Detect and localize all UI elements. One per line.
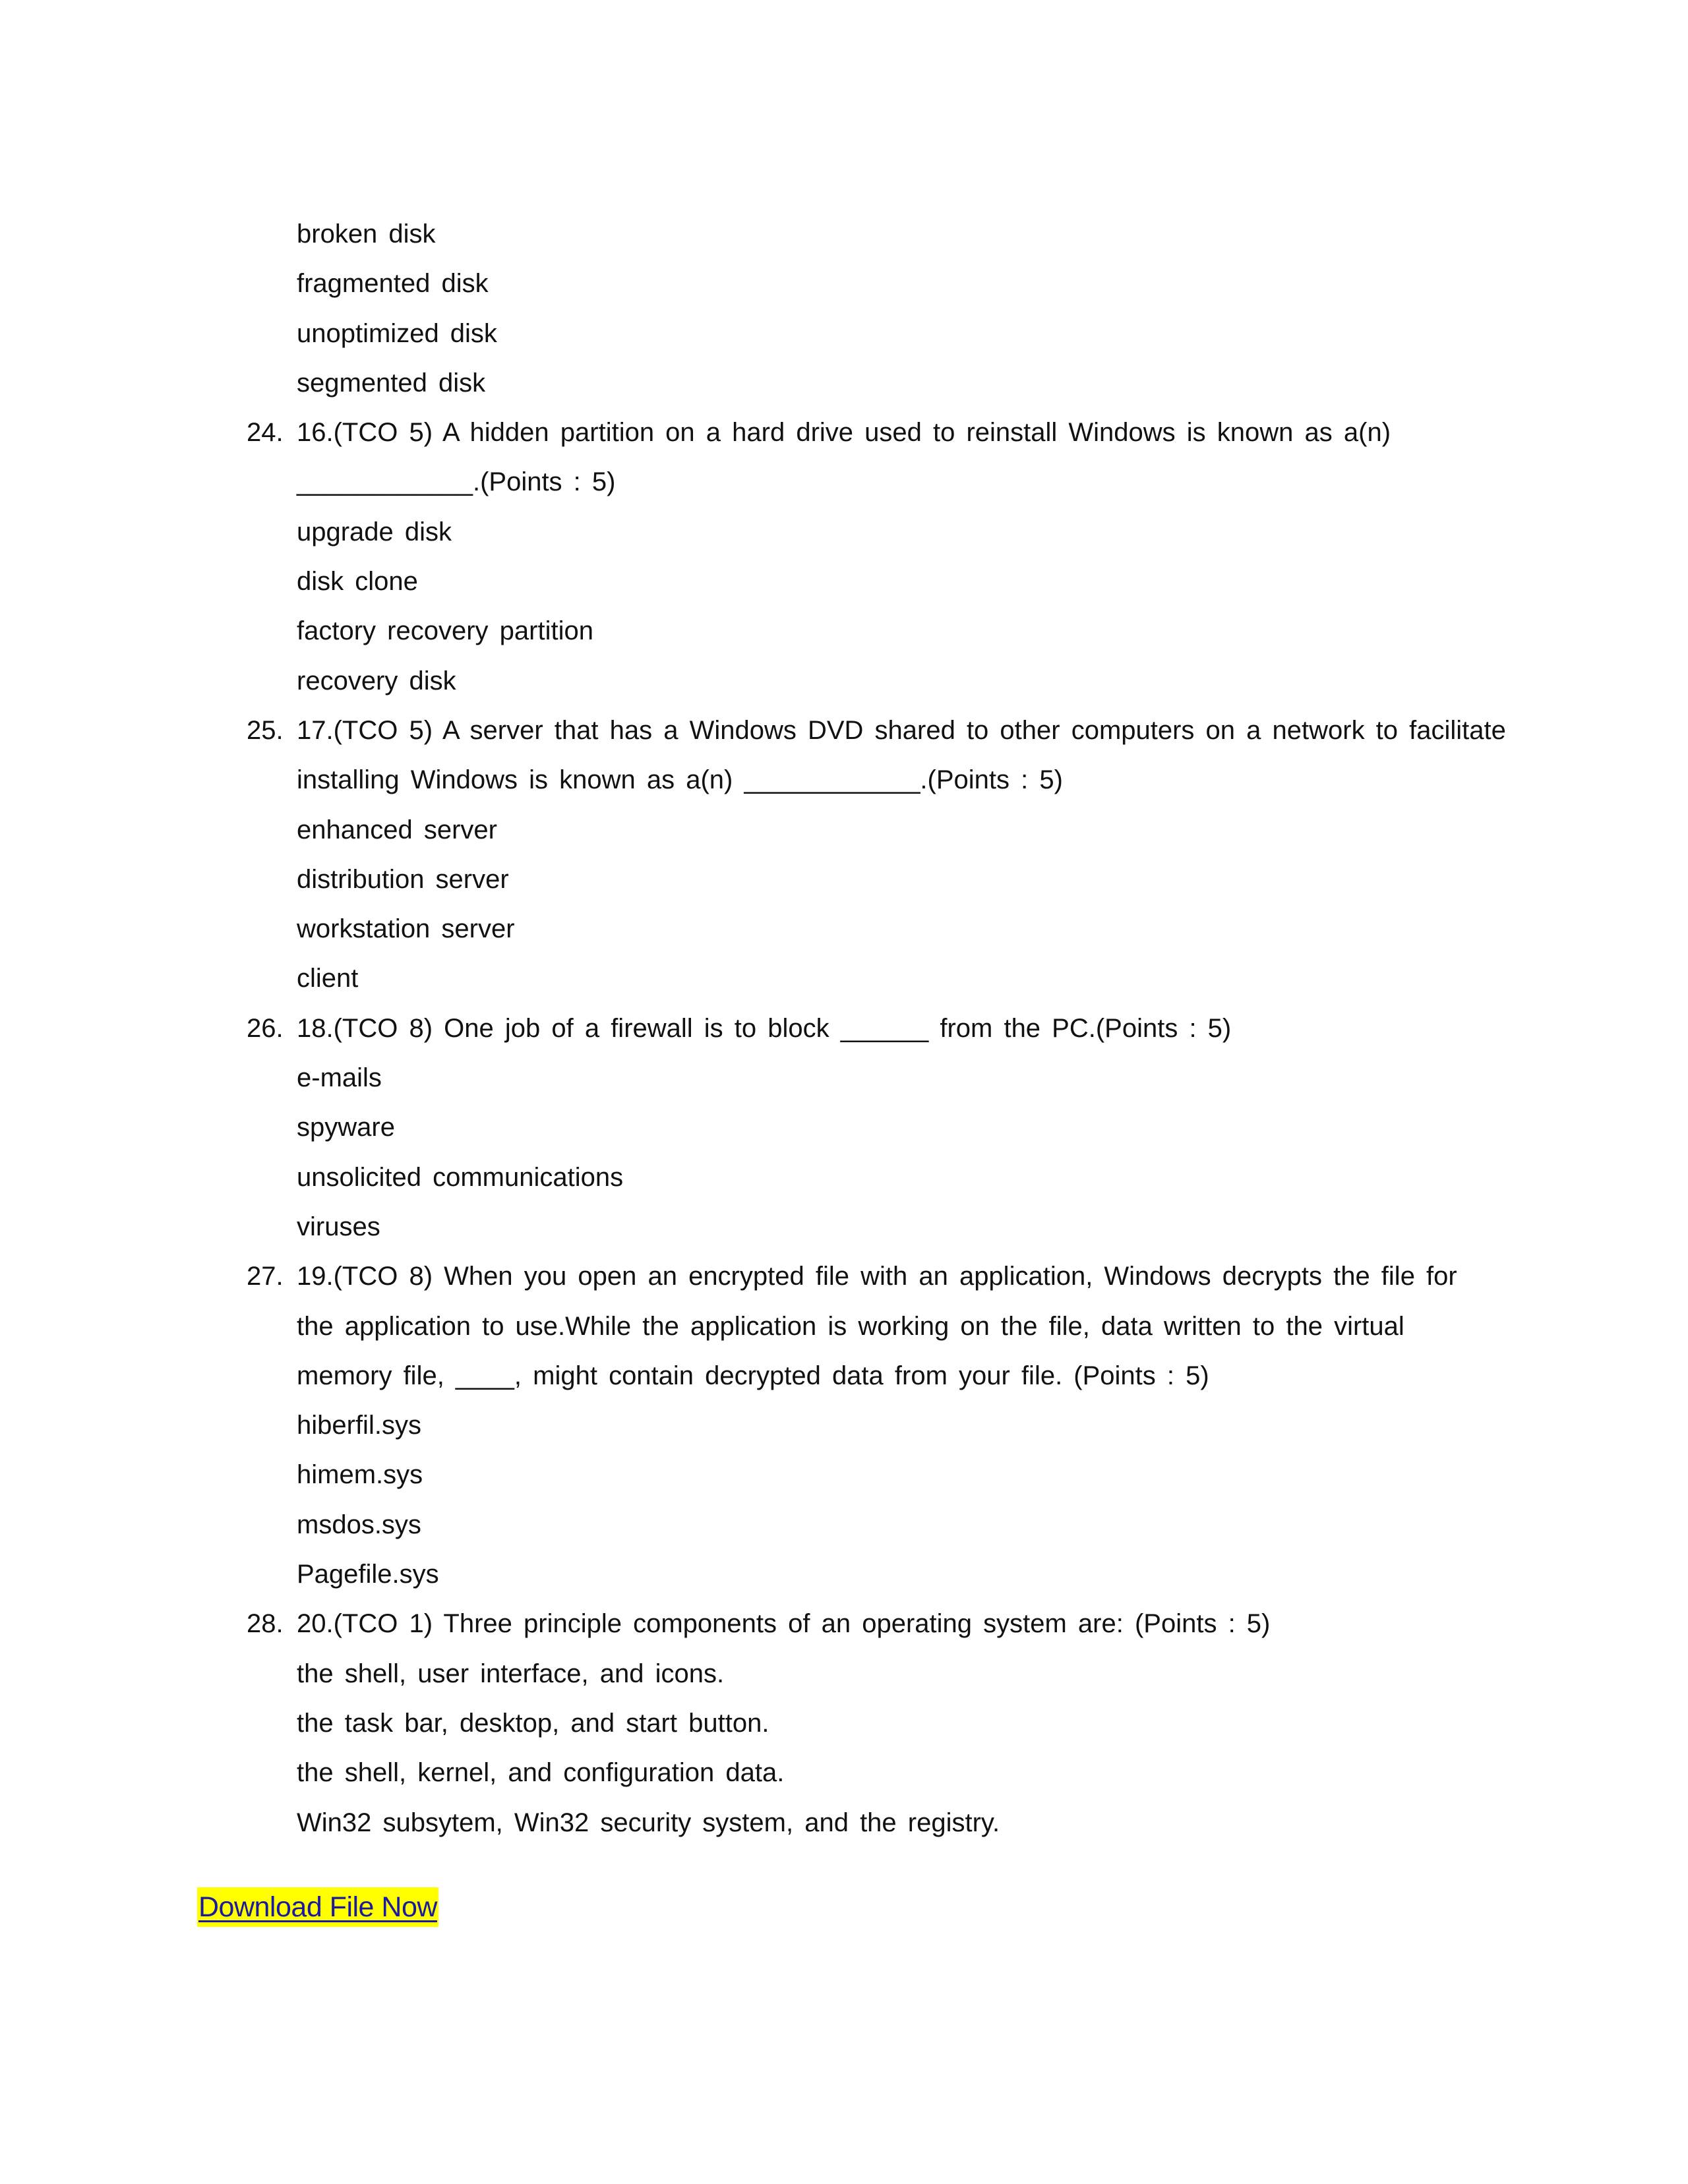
answer-option [0,1153,1688,1202]
answer-option [0,1798,1688,1848]
option-text: factory recovery partition [297,616,593,646]
option-text: msdos.sys [297,1510,421,1539]
answer-option [0,508,1688,557]
answer-option [0,359,1688,408]
question-line [0,1599,1688,1649]
answer-option [0,210,1688,259]
option-text: Win32 subsytem, Win32 security system, and the registry. [297,1808,1000,1837]
answer-option [0,1202,1688,1252]
question-continuation [0,755,1688,805]
question-text: memory file, ____, might contain decrypted data from your file. (Points : 5) [297,1361,1209,1390]
question-text: 18.(TCO 8) One job of a firewall is to block ______ from the PC.(Points : 5) [297,1013,1232,1043]
question-line [0,408,1688,457]
question-text: 16.(TCO 5) A hidden partition on a hard drive used to reinstall Windows is known as a(n) [297,418,1391,448]
option-text: the task bar, desktop, and start button. [297,1708,769,1738]
answer-option [0,806,1688,855]
question-number: 26. [247,1013,284,1043]
option-text: unoptimized disk [297,318,497,348]
option-text: enhanced server [297,815,497,844]
option-text: unsolicited communications [297,1162,624,1192]
option-text: segmented disk [297,368,486,398]
answer-option [0,259,1688,309]
download-file-link[interactable]: Download File Now [197,1887,438,1927]
answer-option [0,1699,1688,1748]
option-text: viruses [297,1212,380,1241]
answer-option [0,855,1688,904]
question-line [0,706,1688,755]
option-text: upgrade disk [297,517,452,546]
option-text: broken disk [297,220,436,249]
question-number: 24. [247,418,284,448]
question-text: ____________.(Points : 5) [297,467,616,497]
option-text: himem.sys [297,1460,423,1490]
question-text: installing Windows is known as a(n) ____________.(Points : 5) [297,765,1063,795]
answer-option [0,904,1688,954]
question-line [0,1004,1688,1053]
download-section [197,1887,438,1927]
question-continuation [0,1351,1688,1401]
answer-option [0,606,1688,656]
option-text: workstation server [297,914,515,944]
option-text: the shell, user interface, and icons. [297,1659,725,1688]
option-text: the shell, kernel, and configuration data. [297,1758,785,1788]
answer-option [0,1748,1688,1798]
answer-option [0,954,1688,1003]
option-text: Pagefile.sys [297,1560,439,1589]
option-text: fragmented disk [297,269,489,299]
question-continuation [0,457,1688,507]
question-text: 20.(TCO 1) Three principle components of an operating system are: (Points : 5) [297,1609,1271,1639]
option-text: spyware [297,1113,395,1142]
answer-option [0,1450,1688,1500]
answer-option [0,657,1688,706]
question-text: 17.(TCO 5) A server that has a Windows DVD shared to other computers on a network to facilitate [297,715,1506,745]
answer-option [0,557,1688,606]
answer-option [0,1053,1688,1103]
answer-option [0,1401,1688,1450]
question-number: 27. [247,1262,284,1291]
question-number: 25. [247,715,284,745]
answer-option [0,1550,1688,1599]
option-text: recovery disk [297,666,456,695]
question-number: 28. [247,1609,284,1639]
question-line [0,1252,1688,1301]
answer-option [0,1649,1688,1699]
option-text: hiberfil.sys [297,1411,421,1440]
question-text: 19.(TCO 8) When you open an encrypted file with an application, Windows decrypts the file for [297,1262,1457,1291]
answer-option [0,1500,1688,1550]
answer-option [0,1103,1688,1152]
answer-option [0,309,1688,359]
option-text: client [297,964,359,993]
option-text: distribution server [297,864,509,894]
option-text: e-mails [297,1063,382,1093]
question-text: the application to use.While the application is working on the file, data written to the virtual [297,1311,1404,1341]
question-list [0,210,1688,1848]
question-continuation [0,1302,1688,1351]
option-text: disk clone [297,567,418,597]
